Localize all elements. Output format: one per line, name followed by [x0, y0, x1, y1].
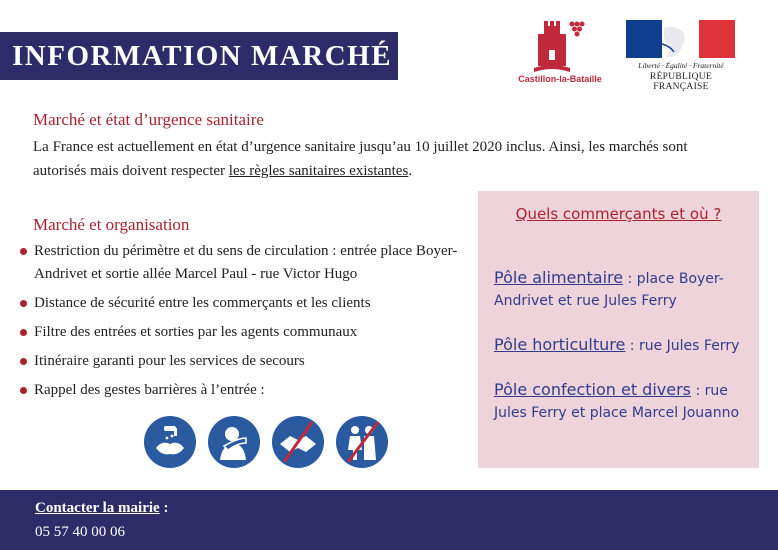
section-heading-sanitaire: Marché et état d’urgence sanitaire [33, 110, 264, 129]
pole-item [494, 267, 749, 312]
pole-location: : rue Jules Ferry et place Marcel Jouanno [494, 383, 740, 421]
sanitaire-paragraph [33, 135, 733, 183]
contact-label: Contacter la mairie [35, 500, 160, 516]
list-item: Rappel des gestes barrières à l’entrée : [20, 379, 460, 402]
organisation-list [20, 240, 460, 408]
sanitary-rules-link[interactable]: les règles sanitaires existantes [228, 163, 409, 179]
republique-francaise-logo [626, 20, 736, 92]
paragraph-end: . [408, 163, 413, 179]
republic-motto: Liberté · Égalité · Fraternité [638, 61, 724, 70]
panel-title: Quels commerçants et où ? [515, 205, 722, 223]
merchants-panel [478, 191, 759, 468]
barrier-gestures-icons [144, 416, 388, 468]
pole-item [494, 334, 749, 357]
no-contact-icon [336, 416, 388, 468]
paragraph-text: La France est actuellement en état d’urgence sanitaire jusqu’au 10 juillet 2020 inclus. Ainsi, les marchés sont autorisés mais doivent respecter [33, 139, 688, 179]
cough-in-elbow-icon [208, 416, 260, 468]
castle-grapes-icon [530, 18, 590, 74]
contact-suffix: : [159, 500, 169, 516]
contact-line [35, 500, 168, 517]
footer-contact [0, 490, 778, 550]
list-item: Filtre des entrées et sorties par les agents communaux [20, 321, 460, 344]
pole-name: Pôle horticulture [494, 335, 626, 354]
pole-item [494, 379, 749, 424]
page-title: INFORMATION MARCHÉ [0, 32, 398, 80]
castillon-logo [508, 18, 612, 86]
town-name: Castillon-la-Bataille [518, 74, 602, 84]
pole-name: Pôle alimentaire [494, 268, 624, 287]
pole-name: Pôle confection et divers [494, 380, 692, 399]
section-heading-organisation: Marché et organisation [33, 215, 190, 234]
list-item: Itinéraire garanti pour les services de secours [20, 350, 460, 373]
hand-washing-icon [144, 416, 196, 468]
list-item: Distance de sécurité entre les commerçants et les clients [20, 292, 460, 315]
no-handshake-icon [272, 416, 324, 468]
pole-location: : rue Jules Ferry [625, 338, 740, 354]
republic-name: RÉPUBLIQUE FRANÇAISE [649, 72, 713, 92]
marianne-icon [626, 20, 735, 58]
list-item: Restriction du périmètre et du sens de circulation : entrée place Boyer-Andrivet et sortie allée Marcel Paul - rue Victor Hugo [20, 240, 460, 286]
pole-location: : place Boyer-Andrivet et rue Jules Ferry [494, 271, 724, 309]
phone-number: 05 57 40 00 06 [35, 524, 125, 540]
